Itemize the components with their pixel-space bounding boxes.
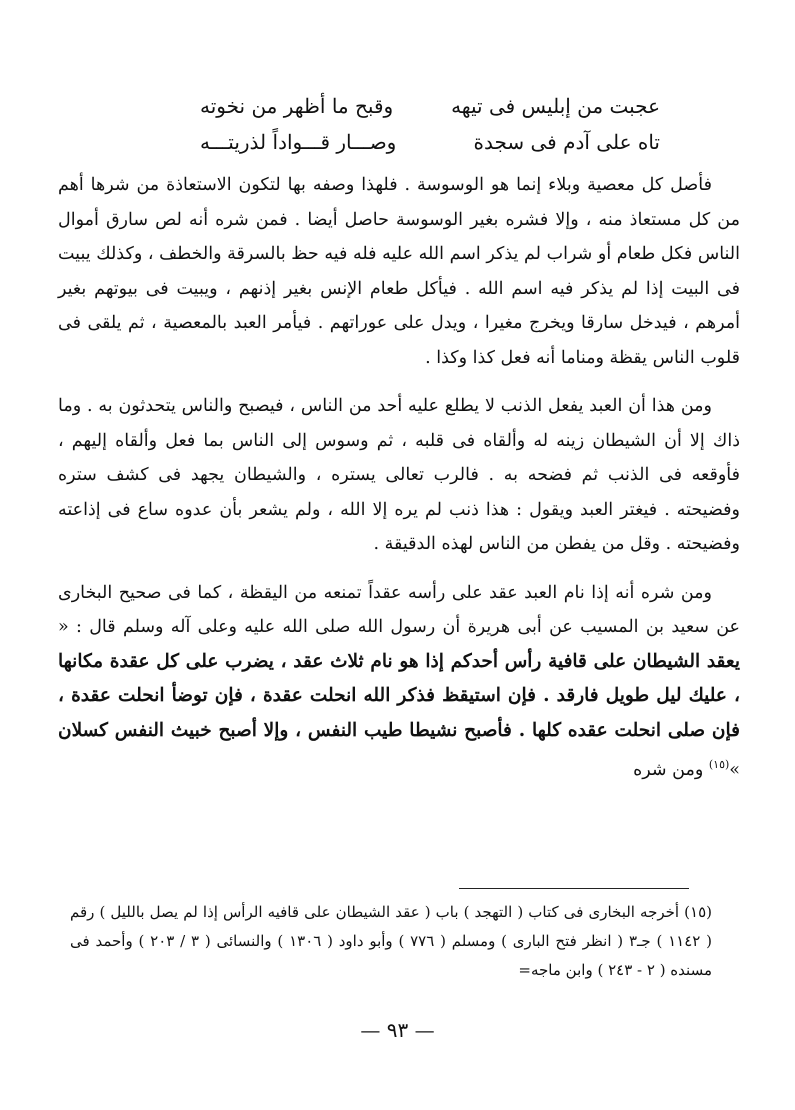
page-number: — ٩٣ —: [360, 1018, 435, 1042]
footnote-divider: [459, 888, 689, 889]
poem-verse: [200, 124, 660, 160]
hadith-quote: يعقد الشيطان على قافية رأس أحدكم إذا هو نام ثلاث عقد ، يضرب على كل عقدة مكانها ، عليك ليل طويل فارقد . فإن استيقظ فذكر الله انحلت عقدة ، فإن توضأ انحلت عقدة ، فإن صلى انحلت عقده كلها . فأصبح نشيطا طيب النفس ، وإلا أصبح خبيث النفس كسلان: [58, 650, 740, 741]
body-text: [58, 168, 740, 801]
poem-hemistich-first: تاه على آدم فى سجدة: [473, 130, 660, 154]
poem-hemistich-first: عجبت من إبليس فى تيهه: [451, 94, 660, 118]
paragraph-tail: ومن شره: [633, 759, 709, 780]
poem-hemistich-second: وصـــار قـــواداً لذريتـــه: [200, 130, 397, 154]
poem-verse: [200, 88, 660, 124]
paragraph: ومن هذا أن العبد يفعل الذنب لا يطلع عليه أحد من الناس ، فيصبح والناس يتحدثون به . وما ذاك إلا أن الشيطان زينه له وألقاه فى قلبه ، ثم وسوس إلى الناس بما فعل وألقاه إليهم ، فأوقعه فى الذنب ثم فضحه به . فالرب تعالى يستره ، والشيطان يجهد فى كشف ستره وفضيحته . فيغتر العبد ويقول : هذا ذنب لم يره إلا الله ، ولم يشعر بأن عدوه ساع فى إذاعته وفضيحته . وقل من يفطن من الناس لهذه الدقيقة .: [58, 396, 740, 554]
hadith-close: »: [729, 759, 740, 780]
paragraph: فأصل كل معصية وبلاء إنما هو الوسوسة . فلهذا وصفه بها لتكون الاستعاذة من شرها أهم من كل مستعاذ منه ، وإلا فشره بغير الوسوسة حاصل أيضا . فمن شره أنه لص سارق أموال الناس فكل طعام أو شراب لم يذكر اسم الله عليه فله فيه حظ بالسرقة والخطف ، وكذلك يبيت فى البيت إذا لم يذكر فيه اسم الله . فيأكل طعام الإنس بغير إذنهم ، ويبيت فى بيوتهم بغير أمرهم ، فيدخل سارقا ويخرج مغيرا ، ويدل على عوراتهم . فيأمر العبد بالمعصية ، ثم يلقى فى قلوب الناس يقظة ومناما أنه فعل كذا وكذا .: [58, 175, 740, 368]
poem: [200, 88, 660, 160]
footnote-text: (١٥) أخرجه البخارى فى كتاب ( التهجد ) باب ( عقد الشيطان على قافيه الرأس إذا لم يصل بالليل ) رقم ( ١١٤٢ ) جـ٣ ( انظر فتح البارى ) ومسلم ( ٧٧٦ ) وأبو داود ( ١٣٠٦ ) والنسائى ( ٣ / ٢٠٣ ) وأحمد فى مسنده ( ٢ - ٢٤٣ ) وابن ماجه=: [70, 903, 713, 979]
hadith-paragraph: [58, 576, 740, 788]
poem-hemistich-second: وقبح ما أظهر من نخوته: [200, 94, 394, 118]
footnote: [70, 898, 712, 985]
hadith-intro: ومن شره أنه إذا نام العبد عقد على رأسه عقداً تمنعه من اليقظة ، كما فى صحيح البخارى عن سعيد بن المسيب عن أبى هريرة أن رسول الله صلى الله عليه وعلى آله وسلم قال : «: [58, 582, 740, 637]
footnote-reference: (١٥): [708, 758, 730, 771]
